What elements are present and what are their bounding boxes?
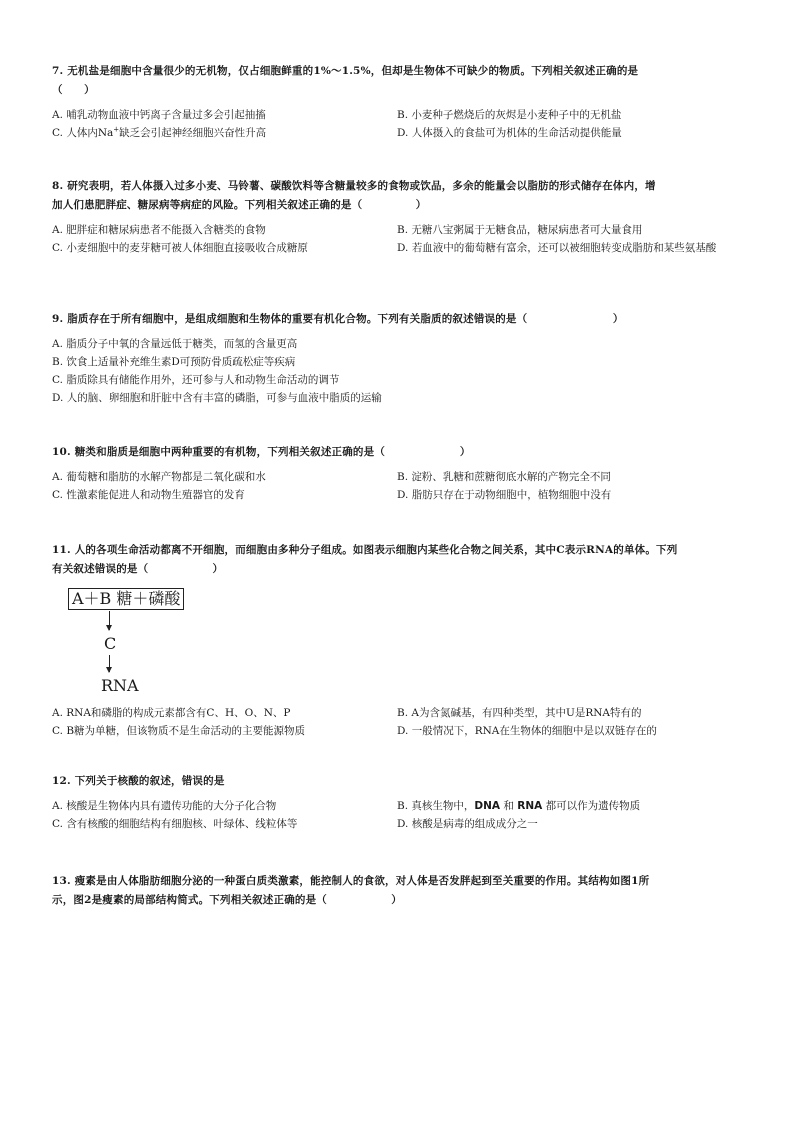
diagram-arrow-down-icon: [109, 655, 110, 672]
option-b: B. 真核生物中，DNA 和 RNA 都可以作为遗传物质: [397, 800, 641, 812]
rna-composition-diagram: [68, 588, 198, 698]
option-d: D. 人的脑、卵细胞和肝脏中含有丰富的磷脂，可参与血液中脂质的运输: [52, 392, 382, 404]
option-a: A. 核酸是生物体内具有遗传功能的大分子化合物: [52, 800, 277, 812]
diagram-label-rna: RNA: [101, 676, 139, 695]
question-7: [52, 62, 742, 142]
option-d: D. 一般情况下，RNA在生物体的细胞中是以双链存在的: [397, 725, 657, 737]
option-d: D. 核酸是病毒的组成成分之一: [397, 818, 538, 830]
question-8-stem: 8. 研究表明，若人体摄入过多小麦、马铃薯、碳酸饮料等含糖量较多的食物或饮品，多余的能量会以脂肪的形式储存在体内，增 加人们患肥胖症、糖尿病等病症的风险。下列相关叙述正确的是（ ）: [52, 180, 656, 211]
question-7-stem: 7. 无机盐是细胞中含量很少的无机物，仅占细胞鲜重的1%～1.5%，但却是生物体不可缺少的物质。下列相关叙述正确的是 （ ）: [52, 65, 639, 96]
question-12-options: [52, 797, 742, 833]
option-a: A. 哺乳动物血液中钙离子含量过多会引起抽搐: [52, 109, 266, 121]
option-c: C. 性激素能促进人和动物生殖器官的发育: [52, 489, 245, 501]
question-13: [52, 872, 742, 910]
question-10-options: [52, 468, 742, 504]
question-7-options: [52, 106, 742, 142]
question-12: [52, 772, 742, 833]
option-c: C. 小麦细胞中的麦芽糖可被人体细胞直接吸收合成糖原: [52, 242, 308, 254]
diagram-arrow-down-icon: [109, 611, 110, 630]
diagram-label-c: C: [104, 634, 117, 653]
option-c: C. B糖为单糖，但该物质不是生命活动的主要能源物质: [52, 725, 306, 737]
option-b: B. 饮食上适量补充维生素D可预防骨质疏松症等疾病: [52, 356, 296, 368]
option-c: C. 脂质除具有储能作用外，还可参与人和动物生命活动的调节: [52, 374, 340, 386]
option-c: C. 人体内Na+缺乏会引起神经细胞兴奋性升高: [52, 125, 267, 139]
option-b: B. A为含氮碱基，有四种类型，其中U是RNA特有的: [397, 707, 642, 719]
option-a: A. 脂质分子中氧的含量远低于糖类，而氢的含量更高: [52, 338, 298, 350]
option-d: D. 脂肪只存在于动物细胞中，植物细胞中没有: [397, 489, 612, 501]
question-10: [52, 443, 742, 504]
question-10-stem: 10. 糖类和脂质是细胞中两种重要的有机物，下列相关叙述正确的是（ ）: [52, 446, 471, 458]
option-b: B. 淀粉、乳糖和蔗糖彻底水解的产物完全不同: [397, 471, 611, 483]
option-d: D. 人体摄入的食盐可为机体的生命活动提供能量: [397, 127, 622, 139]
question-11: [52, 541, 742, 579]
question-9: [52, 310, 742, 407]
question-8-options: [52, 221, 742, 257]
option-d: D. 若血液中的葡萄糖有富余，还可以被细胞转变成脂肪和某些氨基酸: [397, 242, 717, 254]
diagram-box-components: A＋B 糖＋磷酸: [68, 588, 184, 610]
option-a: A. RNA和磷脂的构成元素都含有C、H、O、N、P: [52, 707, 291, 719]
option-c: C. 含有核酸的细胞结构有细胞核、叶绿体、线粒体等: [52, 818, 298, 830]
option-b: B. 无糖八宝粥属于无糖食品，糖尿病患者可大量食用: [397, 224, 643, 236]
question-9-options: [52, 335, 742, 407]
question-13-stem: 13. 瘦素是由人体脂肪细胞分泌的一种蛋白质类激素，能控制人的食欲，对人体是否发胖起到至关重要的作用。其结构如图1所 示，图2是瘦素的局部结构简式。下列相关叙述正确的是（ ）: [52, 875, 650, 906]
option-b: B. 小麦种子燃烧后的灰烬是小麦种子中的无机盐: [397, 109, 622, 121]
question-12-stem: 12. 下列关于核酸的叙述，错误的是: [52, 775, 225, 787]
question-11-stem: 11. 人的各项生命活动都离不开细胞，而细胞由多种分子组成。如图表示细胞内某些化合物之间关系，其中C表示RNA的单体。下列 有关叙述错误的是（ ）: [52, 544, 678, 575]
question-9-stem: 9. 脂质存在于所有细胞中，是组成细胞和生物体的重要有机化合物。下列有关脂质的叙述错误的是（ ）: [52, 313, 624, 325]
question-8: [52, 177, 742, 257]
question-11-options: [52, 704, 742, 740]
option-a: A. 葡萄糖和脂肪的水解产物都是二氧化碳和水: [52, 471, 266, 483]
option-a: A. 肥胖症和糖尿病患者不能摄入含糖类的食物: [52, 224, 266, 236]
